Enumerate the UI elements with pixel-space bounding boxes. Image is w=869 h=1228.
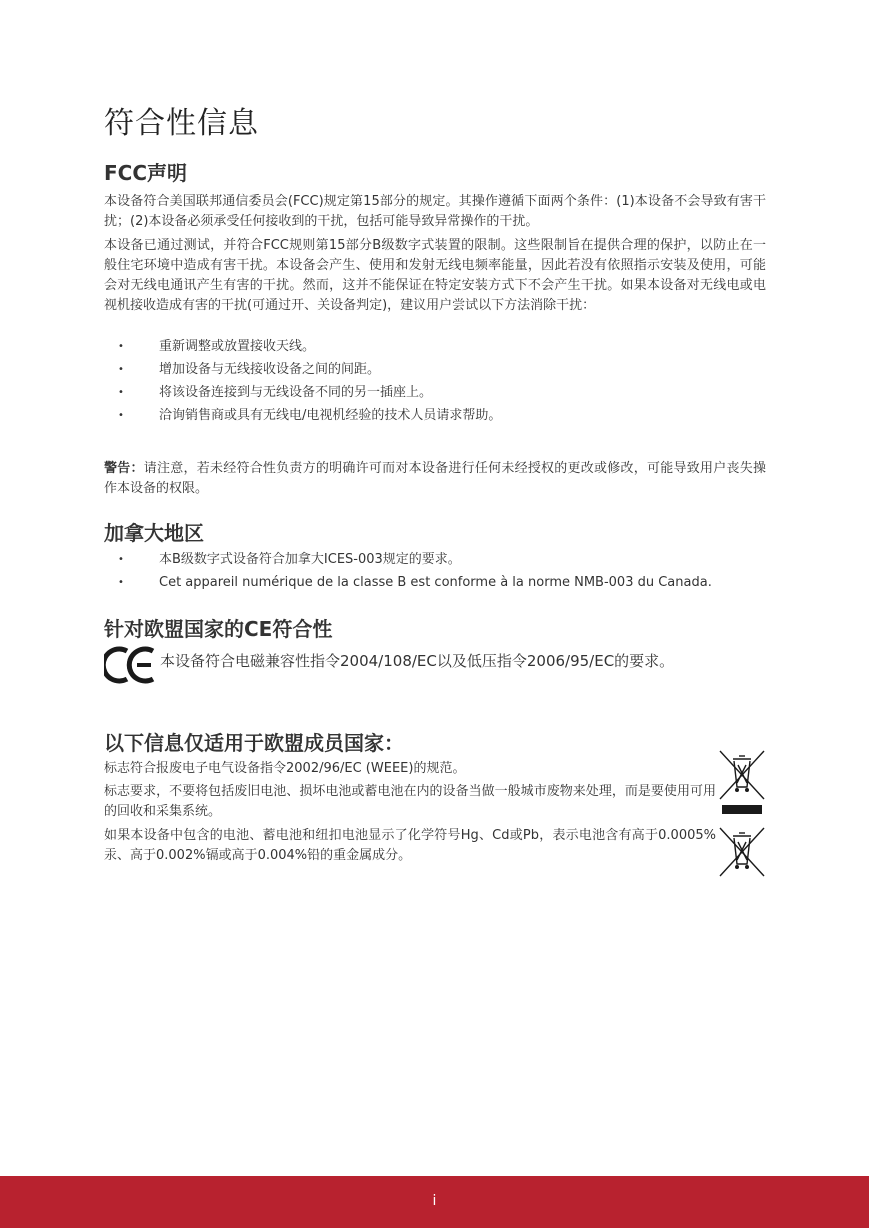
crossed-bin-icon bbox=[718, 749, 766, 801]
list-item: • 重新调整或放置接收天线。 bbox=[104, 338, 774, 361]
eu-paragraph-2: 标志要求，不要将包括废旧电池、损坏电池或蓄电池在内的设备当做一般城市废物来处理，而是要使用可用的回收和采集系统。 bbox=[104, 784, 716, 819]
ce-statement bbox=[104, 645, 784, 685]
eu-heading: 以下信息仅适用于欧盟成员国家： bbox=[104, 731, 404, 755]
fcc-bullet-list bbox=[104, 338, 774, 430]
fcc-paragraph-1: 本设备符合美国联邦通信委员会(FCC)规定第15部分的规定。其操作遵循下面两个条件：(1)本设备不会导致有害干扰；(2)本设备必须承受任何接收到的干扰，包括可能导致异常操作的干扰。 bbox=[104, 194, 766, 229]
warning-label: 警告： bbox=[104, 461, 144, 476]
list-item: • 洽询销售商或具有无线电/电视机经验的技术人员请求帮助。 bbox=[104, 407, 774, 430]
page-number: i bbox=[432, 1193, 437, 1209]
list-item: • 将该设备连接到与无线设备不同的另一插座上。 bbox=[104, 384, 774, 407]
eu-paragraph-3: 如果本设备中包含的电池、蓄电池和纽扣电池显示了化学符号Hg、Cd或Pb，表示电池含有高于0.0005%汞、高于0.002%镉或高于0.004%铅的重金属成分。 bbox=[104, 828, 716, 863]
list-item: • 本B级数字式设备符合加拿大ICES-003规定的要求。 bbox=[104, 551, 774, 574]
canada-bullet-list bbox=[104, 551, 774, 597]
ce-heading: 针对欧盟国家的CE符合性 bbox=[104, 617, 333, 641]
warning-text: 请注意，若未经符合性负责方的明确许可而对本设备进行任何未经授权的更改或修改，可能导致用户丧失操作本设备的权限。 bbox=[104, 461, 766, 496]
list-item: • Cet appareil numérique de la classe B est conforme à la norme NMB-003 du Canada. bbox=[104, 574, 774, 597]
ce-text: 本设备符合电磁兼容性指令2004/108/EC以及低压指令2006/95/EC的要求。 bbox=[160, 652, 675, 670]
crossed-bin-icon bbox=[718, 826, 766, 878]
page-footer bbox=[0, 1176, 869, 1228]
weee-bar bbox=[722, 805, 762, 814]
page-title: 符合性信息 bbox=[104, 106, 259, 141]
canada-heading: 加拿大地区 bbox=[104, 521, 204, 545]
fcc-paragraph-2: 本设备已通过测试，并符合FCC规则第15部分B级数字式装置的限制。这些限制旨在提供合理的保护，以防止在一般住宅环境中造成有害干扰。本设备会产生、使用和发射无线电频率能量，因此若没有依照指示安装及使用，可能会对无线电通讯产生有害的干扰。然而，这并不能保证在特定安装方式下不会产生干扰。如果本设备对无线电或电视机接收造成有害的干扰(可通过开、关设备判定)，建议用户尝试以下方法消除干扰： bbox=[104, 238, 766, 313]
eu-paragraph-1: 标志符合报废电子电气设备指令2002/96/EC (WEEE)的规范。 bbox=[104, 761, 466, 776]
fcc-warning bbox=[104, 459, 766, 499]
ce-mark-icon bbox=[104, 645, 158, 685]
list-item: • 增加设备与无线接收设备之间的间距。 bbox=[104, 361, 774, 384]
fcc-heading: FCC声明 bbox=[104, 161, 188, 185]
